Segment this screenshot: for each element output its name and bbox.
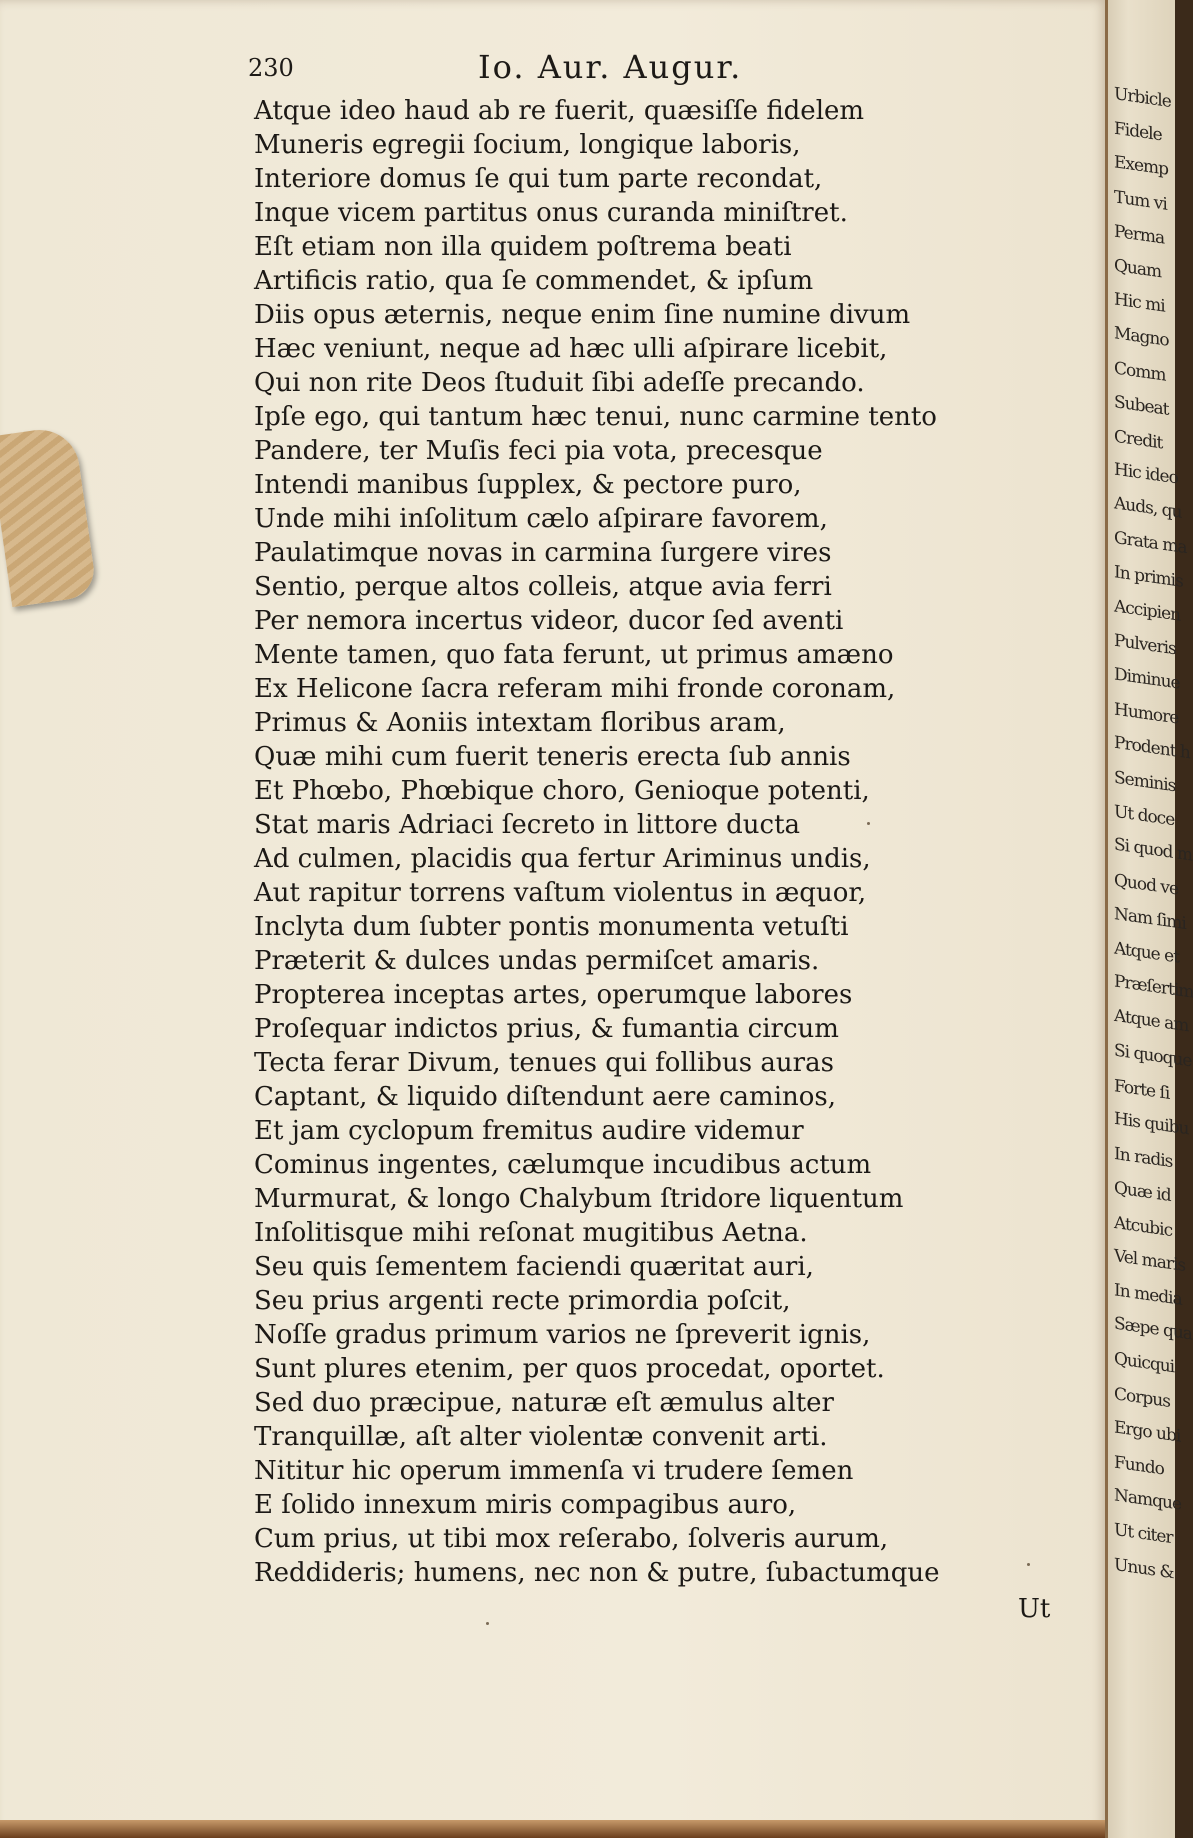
facing-page-fragment: Atque am xyxy=(1114,1006,1189,1037)
verse-line: Præterit & dulces undas permiſcet amaris. xyxy=(254,946,820,976)
facing-page-fragment: In radis xyxy=(1114,1144,1173,1173)
verse-line: Reddideris; humens, nec non & putre, ſubactumque xyxy=(254,1558,940,1588)
verse-line: Aut rapitur torrens vaſtum violentus in æquor, xyxy=(254,878,867,908)
verse-line: Quæ mihi cum fuerit teneris erecta ſub annis xyxy=(254,742,851,772)
facing-page-fragment: Sæpe qua xyxy=(1114,1313,1192,1345)
verse-line: Captant, & liquido diſtendunt aere caminos, xyxy=(254,1082,837,1112)
verse-line: Seu quis ſementem faciendi quæritat auri, xyxy=(254,1252,814,1282)
verse-line: Proſequar indictos prius, & fumantia circum xyxy=(254,1014,839,1044)
verse-line: Cominus ingentes, cælumque incudibus actum xyxy=(254,1150,872,1180)
verse-line: Et jam cyclopum fremitus audire videmur xyxy=(254,1116,804,1146)
verse-line: Intendi manibus ſupplex, & pectore puro, xyxy=(254,470,802,500)
facing-page-fragment: Urbicle xyxy=(1114,84,1171,112)
facing-page-fragment: Accipien xyxy=(1114,596,1181,626)
verse-line: Atque ideo haud ab re fuerit, quæsiſſe fidelem xyxy=(254,96,865,126)
facing-page-fragment: Atque et xyxy=(1114,938,1179,968)
paper-speck xyxy=(486,1622,489,1625)
facing-page-fragment: Præſertim xyxy=(1114,971,1193,1003)
facing-page-fragment: Grata ma xyxy=(1114,527,1187,558)
facing-page-fragment: In media xyxy=(1114,1280,1182,1310)
facing-page-fragment: Si quoque xyxy=(1114,1040,1192,1072)
verse-line: Seu prius argenti recte primordia poſcit, xyxy=(254,1286,791,1316)
facing-page-fragment: Fidele xyxy=(1114,118,1162,146)
verse-line: Qui non rite Deos ſtuduit ſibi adeſſe precando. xyxy=(254,368,865,398)
verse-line: Stat maris Adriaci ſecreto in littore ducta xyxy=(254,810,801,840)
facing-page-fragment: Fundo xyxy=(1114,1452,1164,1480)
verse-line: Nititur hic operum immenſa vi trudere ſemen xyxy=(254,1456,854,1486)
facing-page-fragment: Humore xyxy=(1114,699,1179,729)
running-head: Io. Aur. Augur. xyxy=(478,48,743,86)
facing-page-fragment: Seminis xyxy=(1114,767,1176,797)
verse-line: Tranquillæ, aſt alter violentæ convenit arti. xyxy=(254,1422,828,1452)
verse-line: Hæc veniunt, neque ad hæc ulli aſpirare licebit, xyxy=(254,334,888,364)
verse-line: Pandere, ter Muſis feci pia vota, precesque xyxy=(254,436,823,466)
verse-line: Interiore domus ſe qui tum parte recondat, xyxy=(254,164,823,194)
verse-line: Unde mihi inſolitum cælo aſpirare favorem, xyxy=(254,504,828,534)
verse-line: Sentio, perque altos colleis, atque avia ferri xyxy=(254,572,832,602)
facing-page-fragment: Comm xyxy=(1114,357,1166,386)
verse-line: Noſſe gradus primum varios ne ſpreverit ignis, xyxy=(254,1320,871,1350)
facing-page-fragment: Quæ id xyxy=(1114,1178,1171,1207)
verse-line: Artificis ratio, qua ſe commendet, & ipſum xyxy=(254,266,814,296)
facing-page-fragment: Si quod m xyxy=(1114,834,1192,866)
verse-line: Sed duo præcipue, naturæ eſt æmulus alter xyxy=(254,1388,834,1418)
catchword: Ut xyxy=(1018,1594,1051,1624)
verse-line: Eſt etiam non illa quidem poſtrema beati xyxy=(254,232,792,262)
facing-page-fragment: Ut citer xyxy=(1114,1520,1173,1549)
facing-page-fragment: Perma xyxy=(1114,221,1165,249)
facing-page-fragment: Ut doce xyxy=(1114,801,1175,831)
facing-page-fragment: Unus & xyxy=(1114,1554,1174,1583)
facing-page-fragment: Tum vi xyxy=(1114,186,1167,215)
facing-page xyxy=(1108,0,1193,1838)
verse-line: Ad culmen, placidis qua fertur Ariminus undis, xyxy=(254,844,871,874)
page-header xyxy=(248,48,948,88)
facing-page-fragment: Quicqui xyxy=(1114,1349,1175,1378)
facing-page-fragment: Pulveris xyxy=(1114,630,1176,660)
facing-page-fragment: Credit xyxy=(1114,426,1163,454)
facing-page-fragment: Diminue xyxy=(1114,664,1180,694)
verse-line: Inque vicem partitus onus curanda miniſtret. xyxy=(254,198,848,228)
facing-page-fragment: Corpus xyxy=(1114,1383,1170,1412)
page-number: 230 xyxy=(248,54,294,82)
facing-page-fragment: Atcubic xyxy=(1114,1212,1173,1241)
page-bottom-edge xyxy=(0,1820,1108,1838)
facing-page-fragment: Quod ve xyxy=(1114,870,1179,900)
facing-page-fragment: Auds, qu xyxy=(1114,493,1182,524)
verse-line: Cum prius, ut tibi mox reſerabo, ſolveris aurum, xyxy=(254,1524,889,1554)
verse-line: Tecta ferar Divum, tenues qui follibus auras xyxy=(254,1048,834,1078)
facing-page-fragment: Namque xyxy=(1114,1485,1182,1515)
facing-page-fragment: Forte ſi xyxy=(1114,1075,1170,1104)
facing-page-fragment: Subeat xyxy=(1114,391,1169,420)
verse-line: E ſolido innexum miris compagibus auro, xyxy=(254,1490,797,1520)
facing-page-fragment: Quam xyxy=(1114,255,1162,283)
facing-page-fragment: Hic ideo xyxy=(1114,459,1178,489)
facing-page-fragment: Hic mi xyxy=(1114,289,1165,317)
verse-line: Primus & Aoniis intextam floribus aram, xyxy=(254,708,786,738)
verse-body xyxy=(254,94,954,1590)
facing-page-fragment: Prodent h xyxy=(1114,732,1190,764)
facing-page-fragment: Ergo ubi xyxy=(1114,1417,1181,1447)
verse-line: Inclyta dum ſubter pontis monumenta vetuſti xyxy=(254,912,849,942)
verse-line: Ipſe ego, qui tantum hæc tenui, nunc carmine tento xyxy=(254,402,937,432)
verse-line: Diis opus æternis, neque enim ſine numine divum xyxy=(254,300,911,330)
facing-page-fragment: His quibu xyxy=(1114,1108,1189,1140)
paper-speck xyxy=(1027,1563,1030,1566)
verse-line: Ex Helicone ſacra referam mihi fronde coronam, xyxy=(254,674,896,704)
paper-speck xyxy=(867,822,870,825)
facing-page-fragment: Exemp xyxy=(1114,152,1169,181)
facing-page-fragment: In primis xyxy=(1114,561,1183,592)
facing-page-fragment: Nam ſimi xyxy=(1114,903,1186,934)
verse-line: Propterea inceptas artes, operumque labores xyxy=(254,980,853,1010)
page-tab-marker xyxy=(0,425,98,607)
verse-line: Inſolitisque mihi reſonat mugitibus Aetna. xyxy=(254,1218,808,1248)
verse-line: Per nemora incertus videor, ducor ſed aventi xyxy=(254,606,844,636)
facing-page-fragment: Vel maris xyxy=(1114,1245,1186,1276)
facing-page-fragment: Magno xyxy=(1114,323,1169,352)
verse-line: Murmurat, & longo Chalybum ſtridore liquentum xyxy=(254,1184,904,1214)
verse-line: Sunt plures etenim, per quos procedat, oportet. xyxy=(254,1354,885,1384)
verse-line: Paulatimque novas in carmina ſurgere vires xyxy=(254,538,832,568)
verse-line: Muneris egregii ſocium, longique laboris, xyxy=(254,130,801,160)
verse-line: Mente tamen, quo fata ferunt, ut primus amæno xyxy=(254,640,894,670)
verse-line: Et Phœbo, Phœbique choro, Genioque potenti, xyxy=(254,776,870,806)
